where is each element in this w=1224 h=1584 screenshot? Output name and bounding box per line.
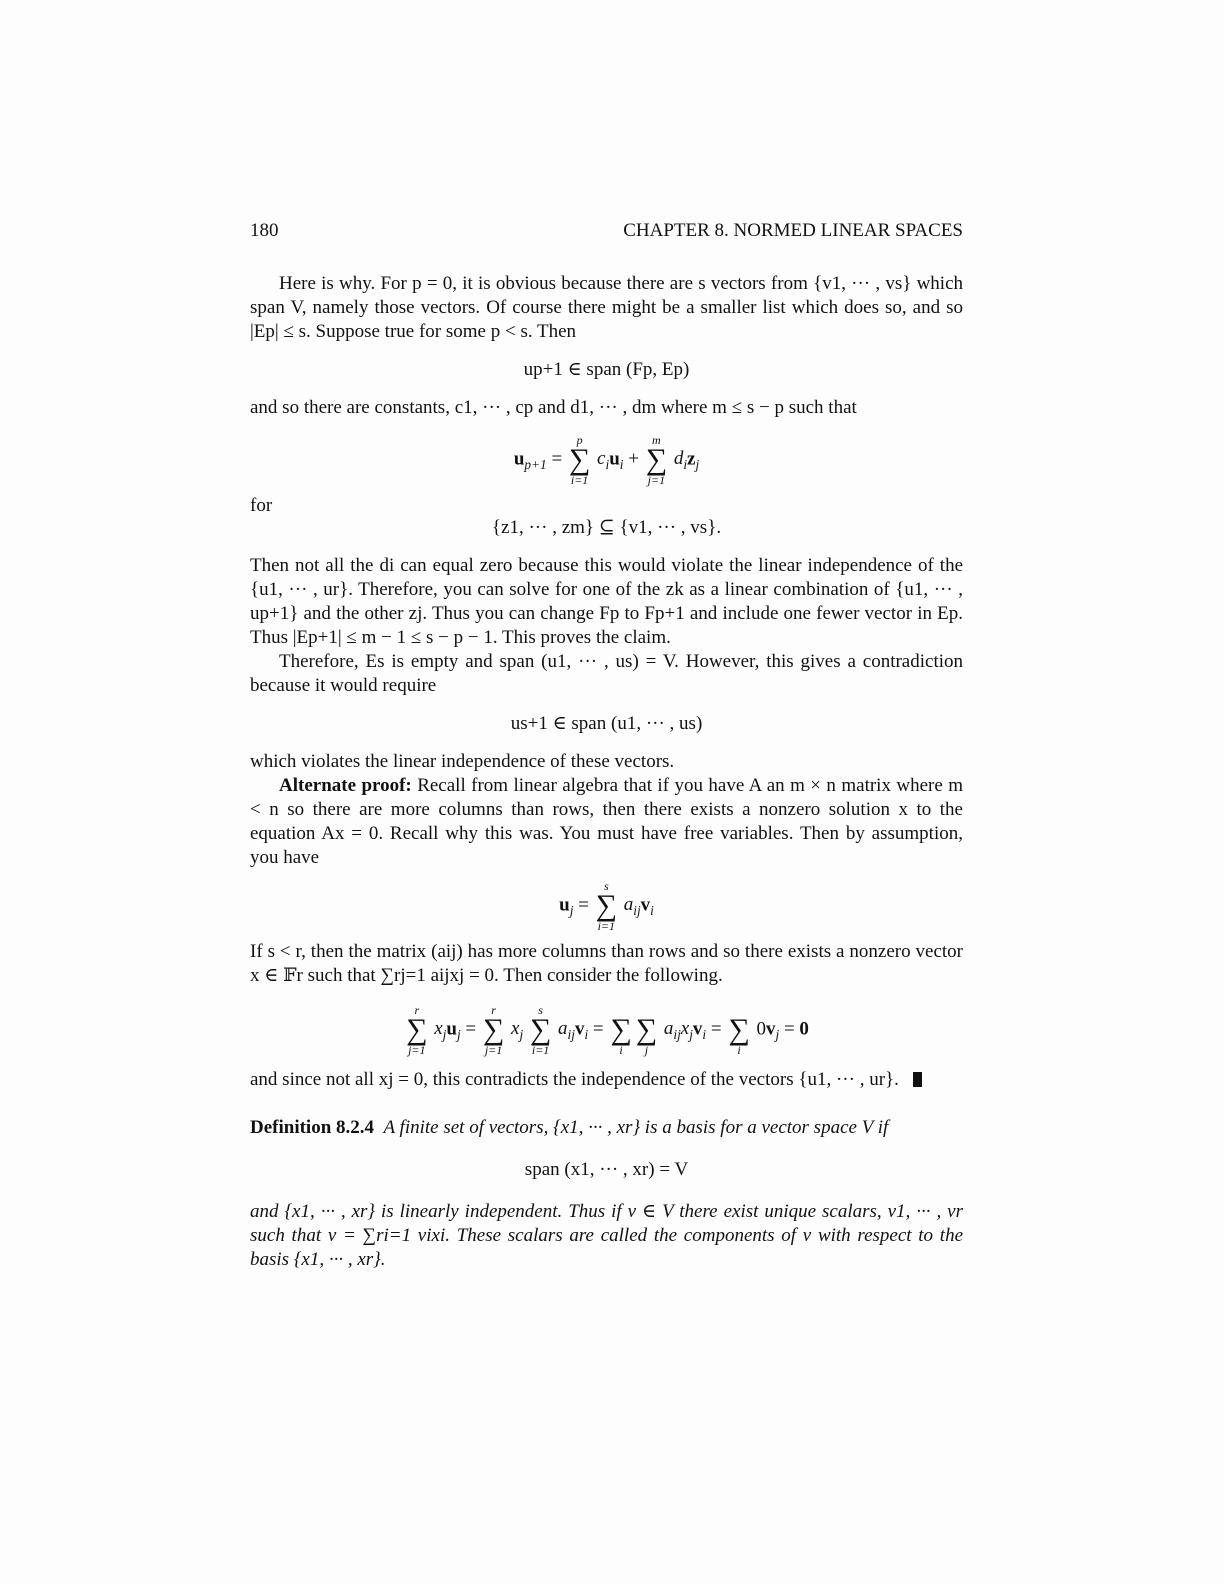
qed-square-icon (913, 1072, 922, 1087)
sum-symbol: ∑ j (635, 1013, 658, 1057)
equation-6: r ∑ j=1 $x_ju_j$ = r ∑ j=1 $x_j$ s ∑ i=1 $a_{ij}v_i$ = ∑ i ∑ j $a_{ij}x_jv_i$ = ∑ i $0v_j = 0$ (406, 1003, 809, 1057)
page-number: 180 (250, 220, 279, 241)
definition-text-2: and {x1, ··· , xr} is linearly independent. Thus if v ∈ V there exist unique scalars, v1, ··· , vr such that v = ∑ri=1 vixi. These scalars are called the components of v with respect to the basis {x1, ··· , xr}. (250, 1201, 963, 1270)
paragraph-3: for (250, 495, 273, 516)
page (250, 220, 963, 1272)
paragraph-2: and so there are constants, c1, ··· , cp and d1, ··· , dm where m ≤ s − p such that (250, 397, 857, 418)
sum-symbol: m ∑ j=1 (645, 433, 668, 487)
equation-1: up+1 ∈ span (Fp, Ep) (523, 359, 690, 380)
equation-3: {z1, ··· , zm} ⊆ {v1, ··· , vs}. (491, 517, 722, 538)
sum-symbol: s ∑ i=1 (529, 1003, 552, 1057)
paragraph-7 (250, 774, 963, 870)
alternate-proof-text: Recall from linear algebra that if you have A an m × n matrix where m < n so there are more columns than rows, then there exists a nonzero solution x to the equation Ax = 0. Recall why this was. You must have free variables. Then by assumption, you have (250, 775, 963, 868)
definition (250, 1116, 963, 1140)
sum-symbol: r ∑ j=1 (406, 1003, 428, 1057)
paragraph-9 (250, 1068, 963, 1092)
sum-symbol: ∑ i (728, 1013, 750, 1057)
definition-text: A finite set of vectors, {x1, ··· , xr} is a basis for a vector space V if (383, 1117, 889, 1138)
paragraph-6: which violates the linear independence of these vectors. (250, 751, 675, 772)
equation-definition: span (x1, ··· , xr) = V (524, 1159, 689, 1180)
equation-4: us+1 ∈ span (u1, ··· , us) (510, 713, 703, 734)
paragraph-8: If s < r, then the matrix (aij) has more columns than rows and so there exists a nonzero vector x ∈ 𝔽r such that ∑rj=1 aijxj = 0. Then consider the following. (250, 941, 963, 986)
chapter-title: CHAPTER 8. NORMED LINEAR SPACES (623, 220, 963, 241)
paragraph-5: Therefore, Es is empty and span (u1, ··· , us) = V. However, this gives a contradiction because it would require (250, 651, 963, 696)
page-header (250, 220, 963, 242)
alternate-proof-label: Alternate proof: (279, 775, 412, 796)
sum-symbol: ∑ i (610, 1013, 632, 1057)
sum-symbol: r ∑ j=1 (482, 1003, 505, 1057)
paragraph-1: Here is why. For p = 0, it is obvious because there are s vectors from {v1, ··· , vs} which span V, namely those vectors. Of course there might be a smaller list which does so, and so |Ep| ≤ s. Suppose true for some p < s. Then (250, 273, 963, 342)
equation-5: $u_j$ = s ∑ i=1 $a_{ij}v_i$ (559, 879, 654, 933)
paragraph-9-text: and since not all xj = 0, this contradicts the independence of the vectors {u1, ··· , ur}. (250, 1069, 899, 1090)
sum-symbol: p ∑ i=1 (568, 433, 591, 487)
definition-continued (250, 1200, 963, 1272)
equation-2: $u_{p+1}$ = p ∑ i=1 $c_iu_i$ + m ∑ j=1 $d_iz_j$ (513, 433, 700, 487)
sum-symbol: s ∑ i=1 (595, 879, 618, 933)
definition-label: Definition 8.2.4 (250, 1117, 375, 1138)
paragraph-4: Then not all the di can equal zero because this would violate the linear independence of the {u1, ··· , ur}. Therefore, you can solve for one of the zk as a linear combination of {u1, ··· , up+1} and the other zj. Thus you can change Fp to Fp+1 and include one fewer vector in Ep. Thus |Ep+1| ≤ m − 1 ≤ s − p − 1. This proves the claim. (250, 555, 963, 648)
